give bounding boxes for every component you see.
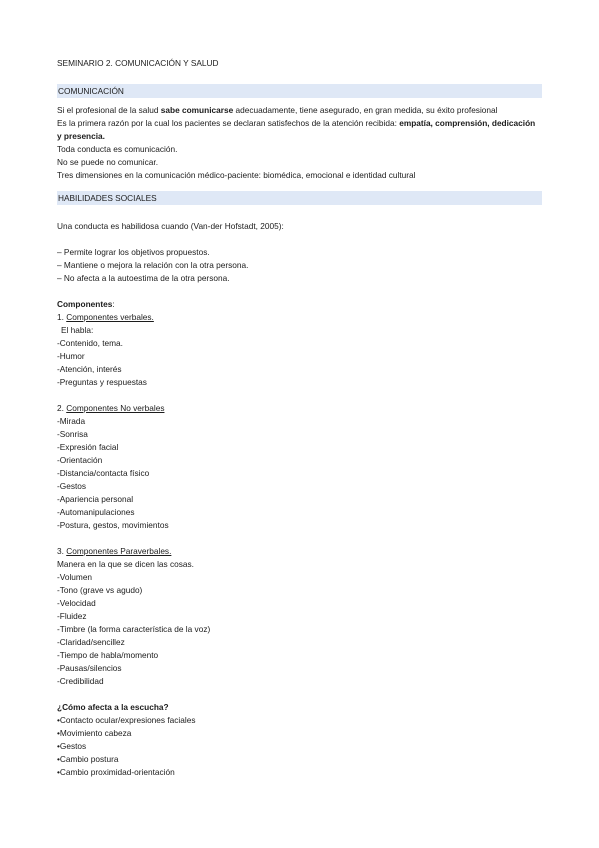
section-heading-comunicacion: COMUNICACIÓN — [57, 84, 542, 98]
list-item: -Claridad/sencillez — [57, 637, 125, 647]
paraverbales-heading: 3. Componentes Paraverbales. — [57, 546, 172, 556]
list-item: -Timbre (la forma característica de la voz) — [57, 624, 211, 634]
list-item: •Gestos — [57, 741, 87, 751]
list-item: -Pausas/silencios — [57, 663, 122, 673]
list-item: – No afecta a la autoestima de la otra persona. — [57, 273, 230, 283]
list-item: – Mantiene o mejora la relación con la otra persona. — [57, 260, 249, 270]
list-item: -Contenido, tema. — [57, 338, 123, 348]
paragraph-2: Es la primera razón por la cual los pacientes se declaran satisfechos de la atención recibida: empatía, comprensión, dedicación y presencia. — [57, 118, 536, 141]
list-item: -Orientación — [57, 455, 103, 465]
list-item: -Automanipulaciones — [57, 507, 135, 517]
no-verbales-list — [57, 415, 542, 532]
section-heading-habilidades: HABILIDADES SOCIALES — [57, 191, 542, 205]
list-item: -Volumen — [57, 572, 93, 582]
list-item: -Gestos — [57, 481, 87, 491]
list-item: -Expresión facial — [57, 442, 119, 452]
document-title: SEMINARIO 2. COMUNICACIÓN Y SALUD — [57, 58, 219, 68]
verbales-subtitle: El habla: — [61, 325, 94, 335]
list-item: •Cambio proximidad-orientación — [57, 767, 175, 777]
list-item: -Atención, interés — [57, 364, 122, 374]
list-item: -Mirada — [57, 416, 86, 426]
paraverbales-list — [57, 571, 542, 688]
list-item: -Velocidad — [57, 598, 96, 608]
list-item: -Distancia/contacta físico — [57, 468, 150, 478]
paragraph-5: Tres dimensiones en la comunicación médico-paciente: biomédica, emocional e identidad cultural — [57, 170, 416, 180]
bold-phrase: sabe comunicarse — [160, 105, 234, 115]
document-content — [57, 57, 542, 779]
list-item: -Tiempo de habla/momento — [57, 650, 159, 660]
list-item: •Contacto ocular/expresiones faciales — [57, 715, 196, 725]
list-item: -Apariencia personal — [57, 494, 134, 504]
paragraph-4: No se puede no comunicar. — [57, 157, 159, 167]
escucha-heading: ¿Cómo afecta a la escucha? — [57, 702, 169, 712]
list-item: -Credibilidad — [57, 676, 104, 686]
list-item: •Cambio postura — [57, 754, 119, 764]
list-item: -Fluidez — [57, 611, 87, 621]
list-item: – Permite lograr los objetivos propuestos. — [57, 247, 210, 257]
no-verbales-heading: 2. Componentes No verbales — [57, 403, 165, 413]
paragraph-3: Toda conducta es comunicación. — [57, 144, 178, 154]
componentes-heading: Componentes: — [57, 299, 115, 309]
bold-phrase: empatía, comprensión, dedicación y presencia. — [57, 118, 536, 141]
list-item: -Humor — [57, 351, 85, 361]
criteria-list — [57, 246, 542, 285]
paraverbales-subtitle: Manera en la que se dicen las cosas. — [57, 559, 194, 569]
list-item: -Preguntas y respuestas — [57, 377, 147, 387]
paragraph-1: Si el profesional de la salud sabe comunicarse adecuadamente, tiene asegurado, en gran medida, su éxito profesional — [57, 105, 498, 115]
list-item: -Postura, gestos, movimientos — [57, 520, 169, 530]
escucha-list — [57, 714, 542, 779]
list-item: •Movimiento cabeza — [57, 728, 132, 738]
intro-text: Una conducta es habilidosa cuando (Van-der Hofstadt, 2005): — [57, 221, 284, 231]
verbales-list — [57, 337, 542, 389]
list-item: -Sonrisa — [57, 429, 88, 439]
list-item: -Tono (grave vs agudo) — [57, 585, 143, 595]
verbales-heading: 1. Componentes verbales. — [57, 312, 154, 322]
